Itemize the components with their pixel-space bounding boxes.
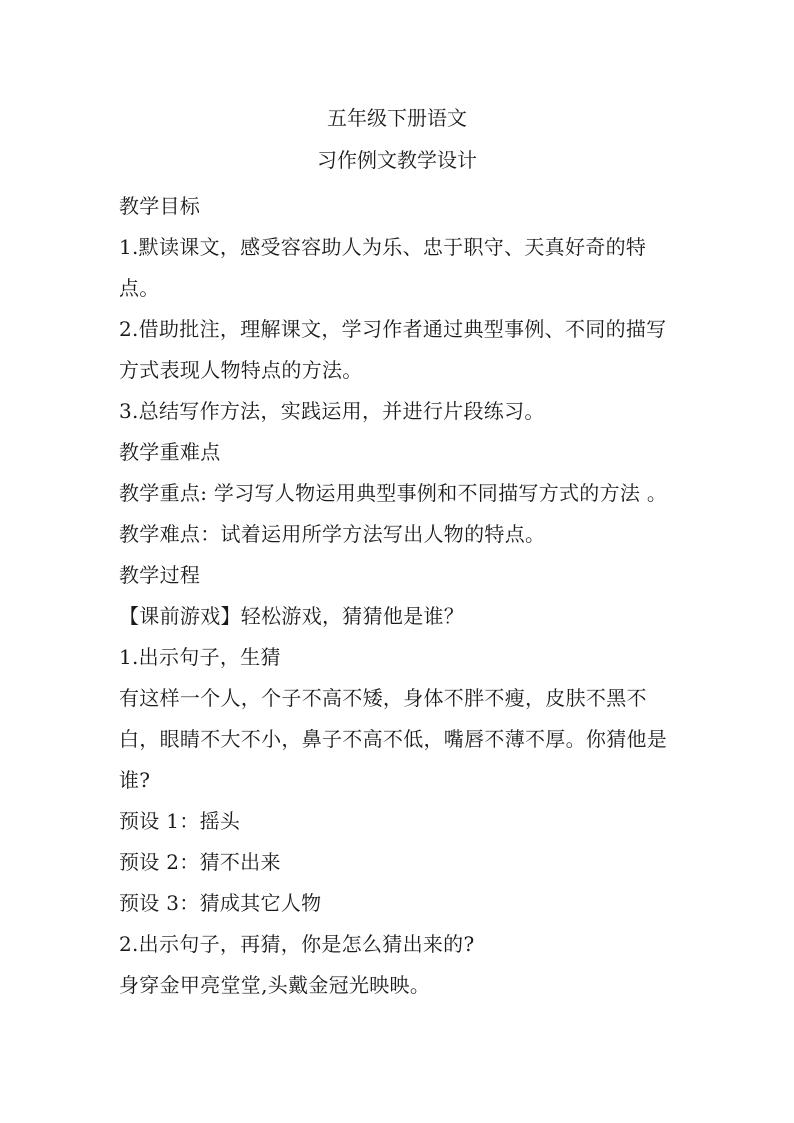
process-paragraph: 预设 1：摇头	[119, 809, 241, 833]
objective-item: 2.借助批注，理解课文，学习作者通过典型事例、不同的描写方式表现人物特点的方法。	[119, 317, 667, 382]
process-paragraph: 【课前游戏】轻松游戏，猜猜他是谁？	[119, 604, 465, 628]
process-paragraph: 身穿金甲亮堂堂,头戴金冠光映映。	[119, 973, 431, 997]
difficulty-item: 教学难点：试着运用所学方法写出人物的特点。	[119, 522, 546, 546]
process-paragraph: 2.出示句子，再猜，你是怎么猜出来的?	[119, 932, 475, 956]
key-point-item: 教学重点: 学习写人物运用典型事例和不同描写方式的方法 。	[119, 481, 668, 505]
document-body	[119, 186, 675, 1006]
section-heading-objectives: 教学目标	[119, 194, 201, 218]
section-heading-process: 教学过程	[119, 563, 201, 587]
document-subtitle: 习作例文教学设计	[317, 148, 477, 172]
objective-item: 3.总结写作方法，实践运用，并进行片段练习。	[119, 399, 545, 423]
objective-item: 1.默读课文，感受容容助人为乐、忠于职守、天真好奇的特点。	[119, 235, 647, 300]
document-title: 五年级下册语文	[327, 106, 467, 130]
process-paragraph: 有这样一个人，个子不高不矮，身体不胖不瘦，皮肤不黑不白，眼睛不大不小，鼻子不高不低，嘴唇不薄不厚。你猜他是谁?	[119, 686, 668, 792]
process-paragraph: 预设 3：猜成其它人物	[119, 891, 322, 915]
process-paragraph: 预设 2：猜不出来	[119, 850, 281, 874]
section-heading-key-points: 教学重难点	[119, 440, 221, 464]
process-paragraph: 1.出示句子，生猜	[119, 645, 281, 669]
